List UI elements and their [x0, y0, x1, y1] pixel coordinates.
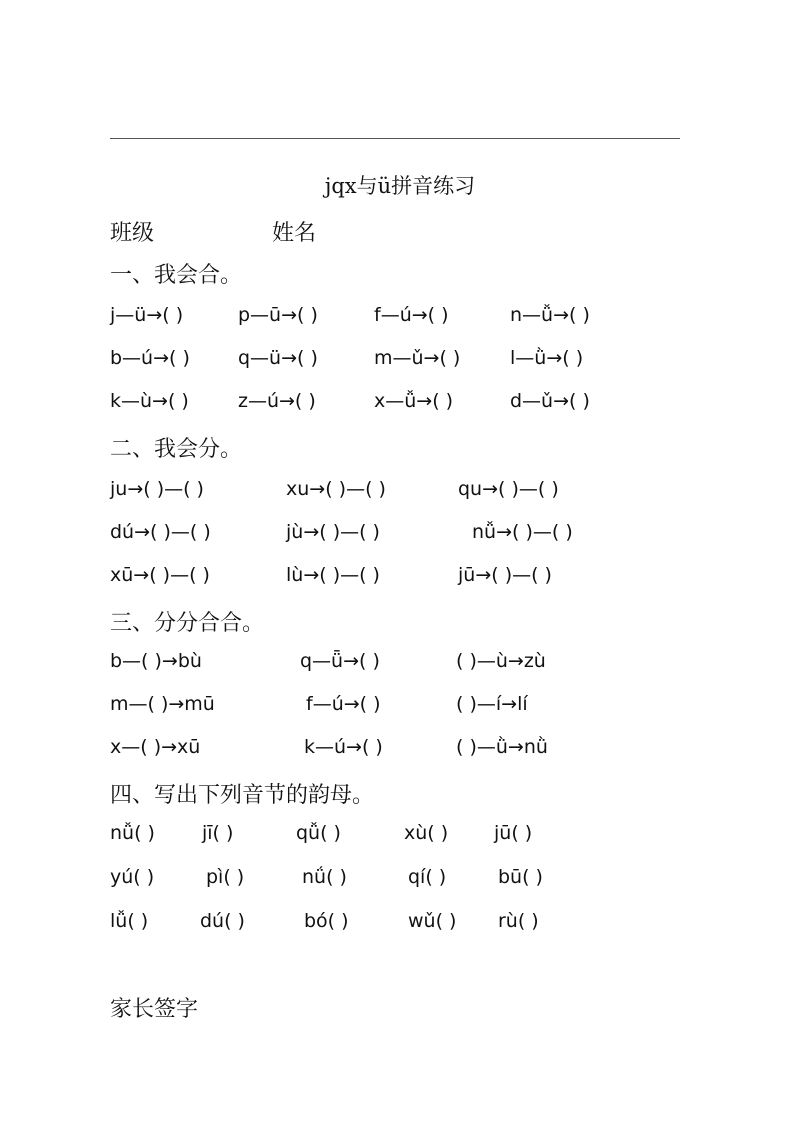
top-divider — [110, 138, 680, 139]
s4-r2-c2: pì( ) — [206, 866, 245, 888]
s4-r1-c4: xù( ) — [404, 822, 449, 844]
s1-r1-c4: n—ǚ→( ) — [510, 304, 590, 326]
s4-r3-c4: wǔ( ) — [408, 910, 457, 932]
s1-r1-c2: p—ū→( ) — [238, 304, 318, 326]
s4-r2-c3: nǘ( ) — [302, 866, 347, 888]
s1-r1-c3: f—ú→( ) — [374, 304, 449, 326]
s1-r2-c2: q—ü→( ) — [238, 347, 318, 369]
s1-r2-c4: l—ǜ→( ) — [510, 347, 584, 369]
s3-r2-c2: f—ú→( ) — [306, 693, 381, 715]
s4-r3-c5: rù( ) — [498, 910, 539, 932]
s2-r2-c1: dú→( )—( ) — [110, 521, 211, 543]
s4-r2-c1: yú( ) — [110, 866, 155, 888]
s2-r3-c2: lù→( )—( ) — [286, 564, 380, 586]
s1-r1-c1: j—ü→( ) — [110, 304, 184, 326]
s4-r3-c1: lǚ( ) — [110, 910, 149, 932]
s3-r3-c2: k—ú→( ) — [304, 736, 383, 758]
section-4-heading: 四、写出下列音节的韵母。 — [110, 783, 375, 808]
s2-r1-c2: xu→( )—( ) — [286, 478, 386, 500]
name-label: 姓名 — [272, 221, 317, 246]
s4-r3-c3: bó( ) — [304, 910, 349, 932]
s4-r1-c2: jī( ) — [202, 822, 234, 844]
s3-r2-c3: ( )—í→lí — [456, 693, 528, 715]
s2-r2-c2: jù→( )—( ) — [286, 521, 380, 543]
section-2-heading: 二、我会分。 — [110, 437, 243, 462]
s4-r1-c5: jū( ) — [494, 822, 533, 844]
s4-r2-c5: bū( ) — [498, 866, 543, 888]
class-label: 班级 — [110, 221, 155, 246]
s3-r1-c1: b—( )→bù — [110, 650, 202, 672]
s4-r1-c1: nǚ( ) — [110, 822, 155, 844]
section-3-heading: 三、分分合合。 — [110, 611, 265, 636]
s4-r3-c2: dú( ) — [200, 910, 245, 932]
s4-r1-c3: qǚ( ) — [296, 822, 341, 844]
s3-r2-c1: m—( )→mū — [110, 693, 215, 715]
s1-r3-c4: d—ǔ→( ) — [510, 390, 590, 412]
s1-r3-c2: z—ú→( ) — [238, 390, 316, 412]
s1-r3-c1: k—ù→( ) — [110, 390, 189, 412]
s3-r3-c1: x—( )→xū — [110, 736, 201, 758]
s4-r2-c4: qí( ) — [408, 866, 447, 888]
parent-signature-label: 家长签字 — [110, 997, 199, 1022]
section-1-heading: 一、我会合。 — [110, 263, 243, 288]
s1-r2-c3: m—ǔ→( ) — [374, 347, 461, 369]
s3-r1-c2: q—ǖ→( ) — [300, 650, 380, 672]
worksheet-title: jqx与ü拼音练习 — [324, 174, 476, 198]
s2-r3-c1: xū→( )—( ) — [110, 564, 210, 586]
s3-r3-c3: ( )—ǜ→nǜ — [456, 736, 548, 758]
s1-r2-c1: b—ú→( ) — [110, 347, 190, 369]
s2-r3-c3: jū→( )—( ) — [458, 564, 552, 586]
s3-r1-c3: ( )—ù→zù — [456, 650, 546, 672]
s2-r2-c3: nǚ→( )—( ) — [472, 521, 573, 543]
s1-r3-c3: x—ǚ→( ) — [374, 390, 454, 412]
s2-r1-c1: ju→( )—( ) — [110, 478, 204, 500]
s2-r1-c3: qu→( )—( ) — [458, 478, 559, 500]
